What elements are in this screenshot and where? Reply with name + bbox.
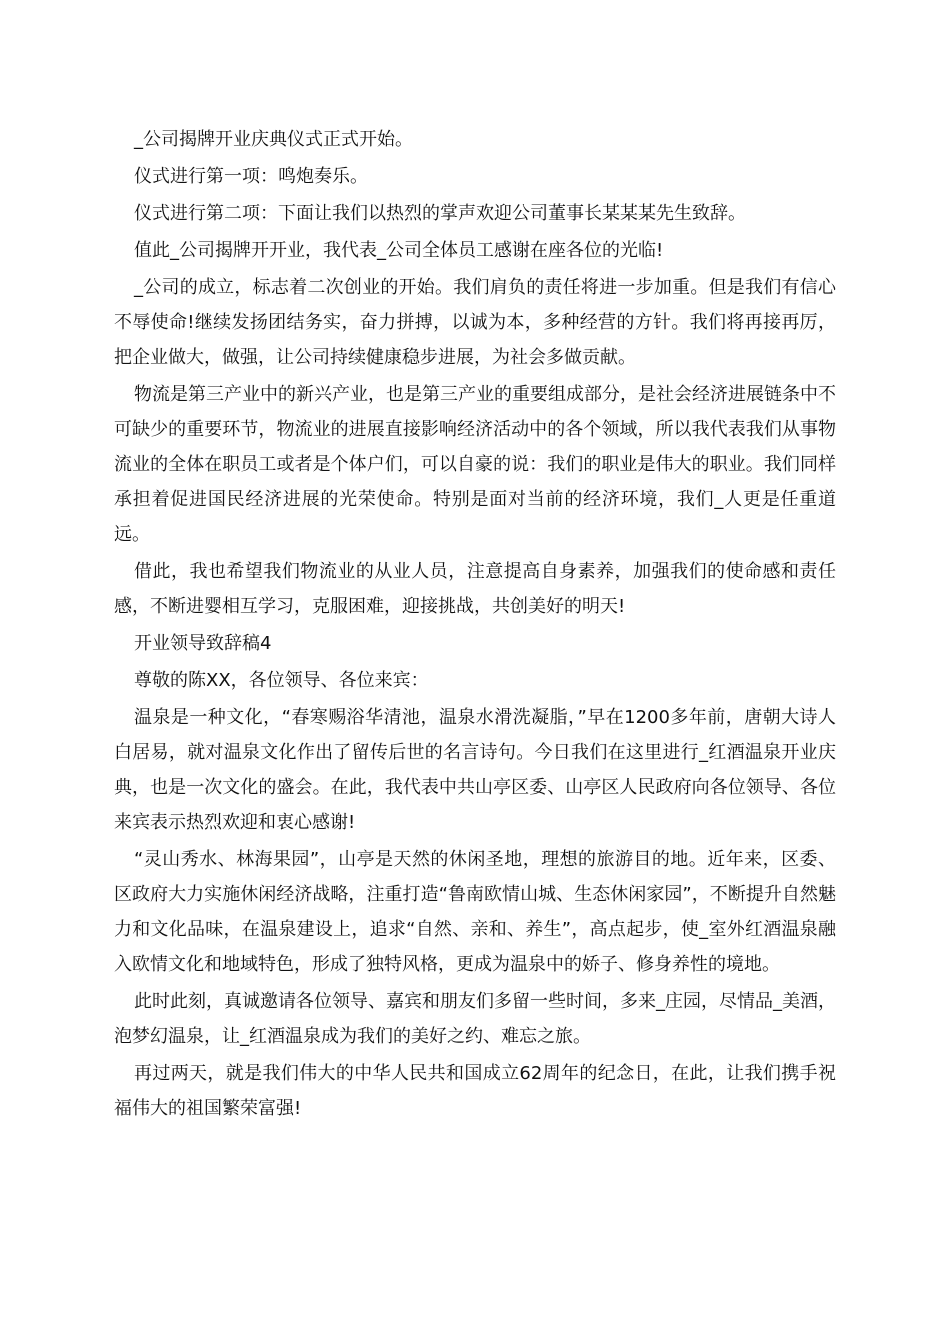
paragraph-13: 再过两天，就是我们伟大的中华人民共和国成立62周年的纪念日，在此，让我们携手祝福伟大的祖国繁荣富强! [114, 1063, 836, 1119]
paragraph-6: 物流是第三产业中的新兴产业，也是第三产业的重要组成部分，是社会经济进展链条中不可缺少的重要环节，物流业的进展直接影响经济活动中的各个领域，所以我代表我们从事物流业的全体在职员工或者是个体户们，可以自豪的说：我们的职业是伟大的职业。我们同样承担着促进国民经济进展的光荣使命。特别是面对当前的经济环境，我们_人更是任重道远。 [114, 384, 836, 545]
salutation: 尊敬的陈XX，各位领导、各位来宾： [134, 670, 429, 691]
paragraph-12: 此时此刻，真诚邀请各位领导、嘉宾和朋友们多留一些时间，多来_庄园，尽情品_美酒，泡梦幻温泉，让_红酒温泉成为我们的美好之约、难忘之旅。 [114, 991, 836, 1047]
paragraph-3: 仪式进行第二项：下面让我们以热烈的掌声欢迎公司董事长某某某先生致辞。 [134, 203, 746, 224]
document-page [114, 122, 836, 1128]
paragraph-4: 值此_公司揭牌开开业，我代表_公司全体员工感谢在座各位的光临! [134, 240, 664, 261]
paragraph-7: 借此，我也希望我们物流业的从业人员，注意提高自身素养，加强我们的使命感和责任感，不断进婴相互学习，克服困难，迎接挑战，共创美好的明天! [114, 561, 836, 617]
section-heading: 开业领导致辞稿4 [134, 633, 272, 654]
paragraph-2: 仪式进行第一项：鸣炮奏乐。 [134, 166, 368, 187]
paragraph-10: 温泉是一种文化，“春寒赐浴华清池，温泉水滑洗凝脂，”早在1200多年前，唐朝大诗人白居易，就对温泉文化作出了留传后世的名言诗句。今日我们在这里进行_红酒温泉开业庆典，也是一次文化的盛会。在此，我代表中共山亭区委、山亭区人民政府向各位领导、各位来宾表示热烈欢迎和衷心感谢! [114, 707, 836, 833]
paragraph-5: _公司的成立，标志着二次创业的开始。我们肩负的责任将进一步加重。但是我们有信心不辱使命!继续发扬团结务实，奋力拼搏，以诚为本，多种经营的方针。我们将再接再厉，把企业做大，做强，让公司持续健康稳步进展，为社会多做贡献。 [114, 277, 836, 368]
paragraph-1: _公司揭牌开业庆典仪式正式开始。 [134, 129, 413, 150]
paragraph-11: “灵山秀水、林海果园”，山亭是天然的休闲圣地，理想的旅游目的地。近年来，区委、区政府大力实施休闲经济战略，注重打造“鲁南欧情山城、生态休闲家园”，不断提升自然魅力和文化品味，在温泉建设上，追求“自然、亲和、养生”，高点起步，使_室外红酒温泉融入欧情文化和地域特色，形成了独特风格，更成为温泉中的娇子、修身养性的境地。 [114, 849, 836, 975]
